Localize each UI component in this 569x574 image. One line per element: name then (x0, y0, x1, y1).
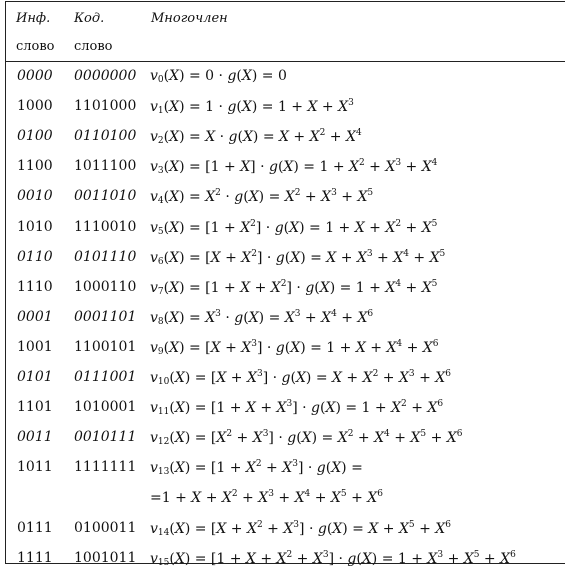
info-word: 0011 (17, 429, 53, 446)
code-word: 0000000 (74, 68, 137, 84)
table-row (6, 92, 565, 122)
header-code-top: Код. (74, 11, 105, 26)
code-word: 1010001 (74, 399, 137, 416)
code-word: 1011100 (74, 158, 137, 175)
polynomial: $v_{12}(X) = [X^2 + X^3] \cdot g(X) = X^2 + X^4 + X^5 + X^6$ (150, 429, 463, 448)
polynomial: $v_0(X) = 0 \cdot g(X) = 0$ (150, 68, 287, 85)
info-word: 0001 (17, 308, 53, 325)
info-word: 0000 (17, 68, 53, 84)
polynomial: $v_6(X) = [X + X^2] \cdot g(X) = X + X^3 + X^4 + X^5$ (150, 248, 446, 267)
table-row (6, 514, 565, 544)
table-row (6, 303, 565, 333)
table-row (6, 453, 565, 483)
code-word: 1111111 (74, 459, 137, 476)
info-word: 0100 (17, 128, 53, 145)
polynomial: $v_{11}(X) = [1 + X + X^3] \cdot g(X) = 1 + X^2 + X^6$ (150, 399, 444, 418)
polynomial: $v_{10}(X) = [X + X^3] \cdot g(X) = X + X^2 + X^3 + X^6$ (150, 369, 451, 387)
code-word: 0110100 (74, 128, 137, 145)
table-row (6, 122, 565, 152)
info-word: 1000 (17, 98, 53, 115)
table-row (6, 393, 565, 423)
header-code-bottom: слово (74, 39, 113, 54)
code-word: 0111001 (74, 369, 137, 385)
table-row (6, 243, 565, 273)
code-word: 1100101 (74, 338, 137, 355)
table-row (6, 483, 565, 513)
polynomial: $v_{14}(X) = [X + X^2 + X^3] \cdot g(X) = X + X^5 + X^6$ (150, 519, 451, 538)
table-row (6, 62, 565, 92)
table-row (6, 423, 565, 453)
code-word: 1001011 (74, 549, 137, 566)
info-word: 1110 (17, 278, 53, 295)
table-row (6, 182, 565, 212)
info-word: 1100 (17, 158, 53, 175)
polynomial: $v_8(X) = X^3 \cdot g(X) = X^3 + X^4 + X^6$ (150, 308, 374, 327)
polynomial: $v_9(X) = [X + X^3] \cdot g(X) = 1 + X + X^4 + X^6$ (150, 338, 439, 357)
info-word: 0101 (17, 369, 53, 385)
polynomial: $v_5(X) = [1 + X^2] \cdot g(X) = 1 + X + X^2 + X^5$ (150, 218, 438, 237)
info-word: 0110 (17, 248, 53, 265)
polynomial: $v_{13}(X) = [1 + X^2 + X^3] \cdot g(X)$ = (150, 459, 363, 478)
code-word: 0001101 (74, 308, 137, 325)
header-poly-top: Многочлен (151, 11, 228, 26)
table-row (6, 213, 565, 243)
info-word: 1010 (17, 218, 53, 235)
code-word: 0101110 (74, 248, 137, 265)
table-row (6, 273, 565, 303)
header-info-top: Инф. (16, 11, 51, 26)
polynomial: $v_4(X) = X^2 \cdot g(X) = X^2 + X^3 + X^5$ (150, 188, 374, 207)
info-word: 1111 (17, 549, 53, 566)
polynomial: $=1 + X + X^2 + X^3 + X^4 + X^5 + X^6$ (150, 489, 383, 507)
info-word: 1101 (17, 399, 53, 416)
table-row (6, 333, 565, 363)
code-word: 1110010 (74, 218, 137, 235)
code-table (5, 1, 565, 568)
polynomial: $v_1(X) = 1 \cdot g(X) = 1 + X + X^3$ (150, 98, 354, 117)
info-word: 0010 (17, 188, 53, 205)
polynomial: $v_3(X) = [1 + X] \cdot g(X) = 1 + X^2 + X^3 + X^4$ (150, 158, 438, 177)
code-word: 0010111 (74, 429, 137, 446)
polynomial: $v_7(X) = [1 + X + X^2] \cdot g(X) = 1 + X^4 + X^5$ (150, 278, 438, 297)
info-word: 1011 (17, 459, 53, 476)
table-header (6, 2, 565, 62)
table-row (6, 544, 565, 574)
code-word: 1000110 (74, 278, 137, 295)
table-row (6, 152, 565, 182)
code-word: 0100011 (74, 519, 137, 536)
info-word: 0111 (17, 519, 53, 536)
polynomial: $v_2(X) = X \cdot g(X) = X + X^2 + X^4$ (150, 128, 362, 147)
table-row (6, 363, 565, 393)
polynomial: $v_{15}(X) = [1 + X + X^2 + X^3] \cdot g(X) = 1 + X^3 + X^5 + X^6$ (150, 549, 516, 568)
code-word: 0011010 (74, 188, 137, 205)
code-word: 1101000 (74, 98, 137, 115)
info-word: 1001 (17, 338, 53, 355)
header-info-bottom: слово (16, 39, 55, 54)
